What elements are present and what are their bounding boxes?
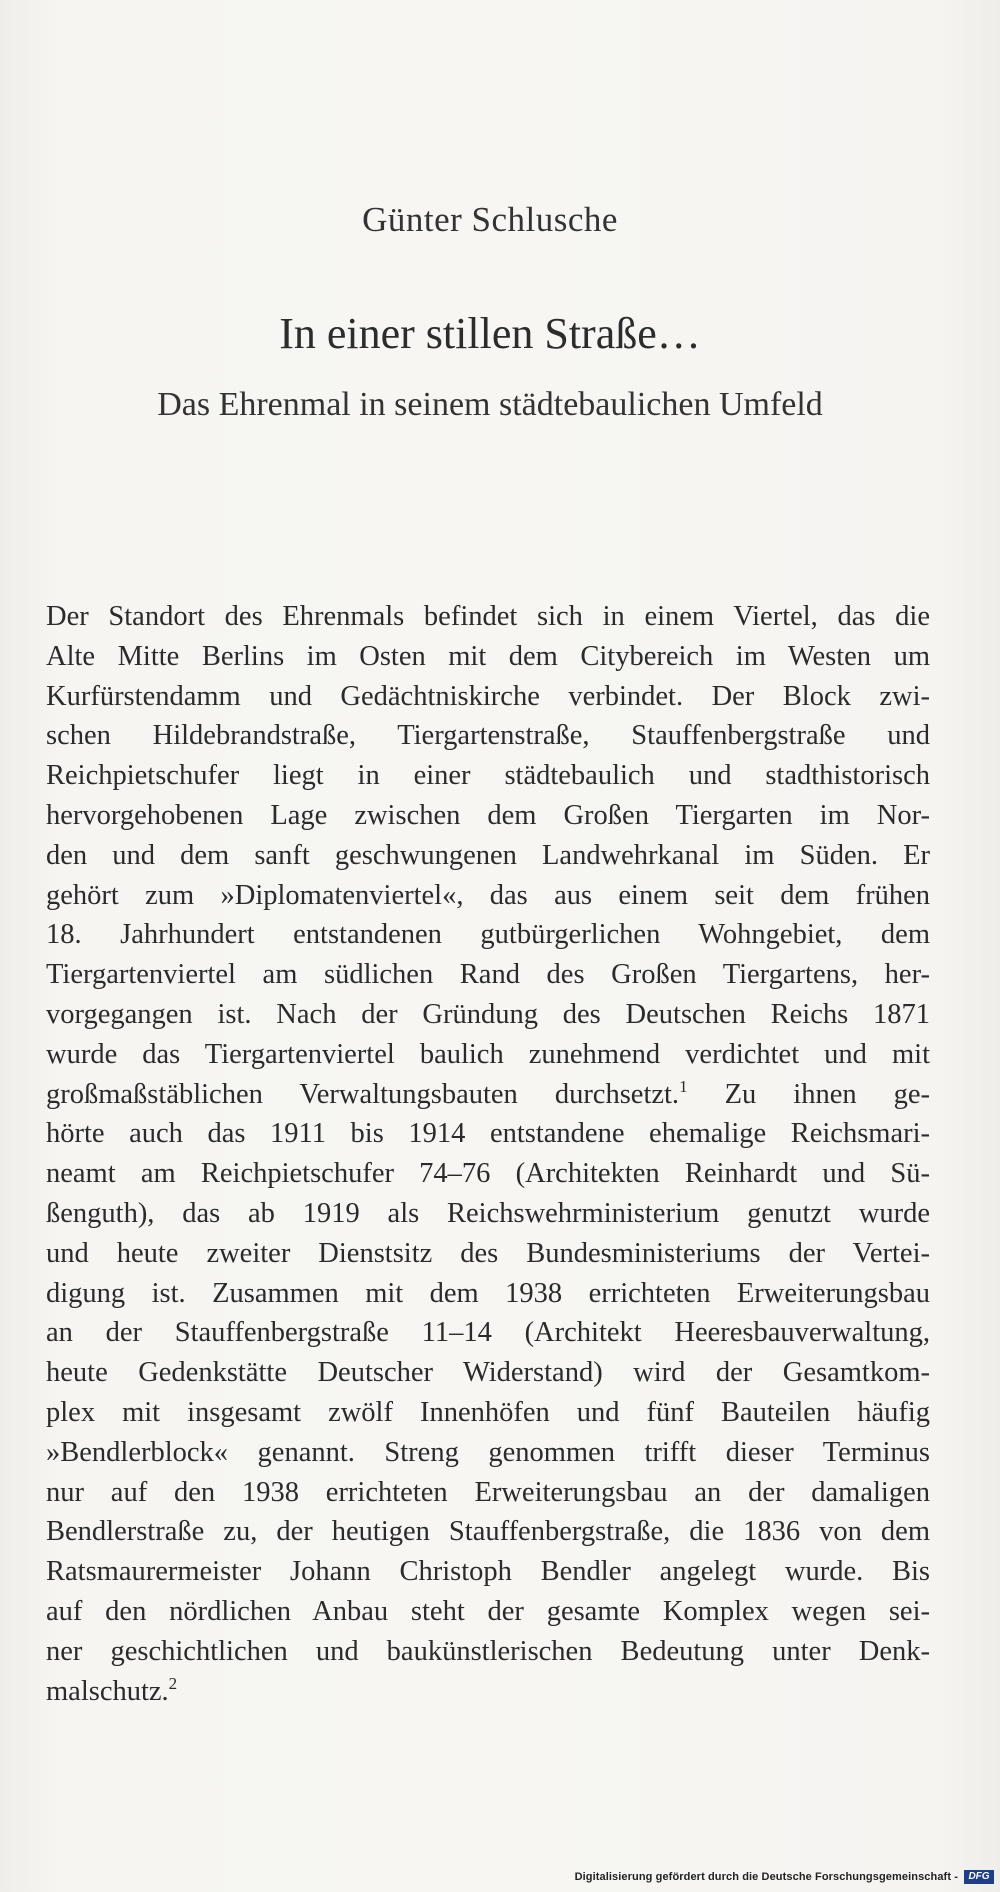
text-line-with-footnote xyxy=(46,1672,930,1712)
text-line: an der Stauffenbergstraße 11–14 (Architekt Heeresbauverwaltung, xyxy=(46,1317,930,1349)
text-line: Der Standort des Ehrenmals befindet sich in einem Viertel, das die xyxy=(46,601,930,632)
text-line: Tiergartenviertel am südlichen Rand des Großen Tiergartens, her- xyxy=(46,959,930,991)
text-line: heute Gedenkstätte Deutscher Widerstand) wird der Gesamtkom- xyxy=(46,1357,930,1389)
footnote-marker-2: 2 xyxy=(168,1673,178,1693)
text-line-with-footnote xyxy=(46,1075,930,1115)
text-line: wurde das Tiergartenviertel baulich zunehmend verdichtet und mit xyxy=(46,1038,930,1070)
text-line: gehört zum »Diplomatenviertel«, das aus einem seit dem frühen xyxy=(46,879,930,911)
text-line: vorgegangen ist. Nach der Gründung des Deutschen Reichs 1871 xyxy=(46,998,930,1030)
text-line: nur auf den 1938 errichteten Erweiterungsbau an der damaligen xyxy=(46,1476,930,1508)
text-line: plex mit insgesamt zwölf Innenhöfen und fünf Bauteilen häufig xyxy=(46,1396,930,1428)
body-paragraph xyxy=(46,597,930,1711)
text-line: Ratsmaurermeister Johann Christoph Bendler angelegt wurde. Bis xyxy=(46,1556,930,1588)
text-line: Alte Mitte Berlins im Osten mit dem Citybereich im Westen um xyxy=(46,640,930,672)
text-line: Reichpietschufer liegt in einer städtebaulich und stadthistorisch xyxy=(46,760,930,792)
text-line: den und dem sanft geschwungenen Landwehrkanal im Süden. Er xyxy=(46,839,930,871)
dfg-logo: DFG xyxy=(964,1870,994,1884)
chapter-subtitle: Das Ehrenmal in seinem städtebaulichen Umfeld xyxy=(157,386,823,423)
text-line: neamt am Reichpietschufer 74–76 (Architekten Reinhardt und Sü- xyxy=(46,1158,930,1190)
text-line: und heute zweiter Dienstsitz des Bundesministeriums der Vertei- xyxy=(46,1237,930,1269)
text-line: hörte auch das 1911 bis 1914 entstandene ehemalige Reichsmari- xyxy=(46,1118,930,1150)
chapter-title: In einer stillen Straße… xyxy=(279,309,701,358)
text-segment: großmaßstäblichen Verwaltungsbauten durchsetzt. xyxy=(46,1078,680,1110)
text-line: auf den nördlichen Anbau steht der gesamte Komplex wegen sei- xyxy=(46,1595,930,1627)
text-segment: Zu ihnen ge- xyxy=(724,1078,930,1110)
text-line: hervorgehobenen Lage zwischen dem Großen Tiergarten im Nor- xyxy=(46,799,930,831)
text-line: Kurfürstendamm und Gedächtniskirche verbindet. Der Block zwi- xyxy=(46,680,930,712)
digitization-credit: Digitalisierung gefördert durch die Deutsche Forschungsgemeinschaft - xyxy=(574,1871,958,1883)
text-segment: malschutz. xyxy=(46,1675,169,1707)
text-line: ßenguth), das ab 1919 als Reichswehrministerium genutzt wurde xyxy=(46,1197,930,1229)
text-line: schen Hildebrandstraße, Tiergartenstraße, Stauffenbergstraße und xyxy=(46,720,930,752)
text-line: Bendlerstraße zu, der heutigen Stauffenbergstraße, die 1836 von dem xyxy=(46,1516,930,1548)
text-line: »Bendlerblock« genannt. Streng genommen trifft dieser Terminus xyxy=(46,1436,930,1468)
author-name: Günter Schlusche xyxy=(362,200,618,239)
text-line: digung ist. Zusammen mit dem 1938 errichteten Erweiterungsbau xyxy=(46,1277,930,1309)
text-line: 18. Jahrhundert entstandenen gutbürgerlichen Wohngebiet, dem xyxy=(46,919,930,951)
text-line: ner geschichtlichen und baukünstlerischen Bedeutung unter Denk- xyxy=(46,1635,930,1667)
footnote-marker-1: 1 xyxy=(679,1076,688,1096)
